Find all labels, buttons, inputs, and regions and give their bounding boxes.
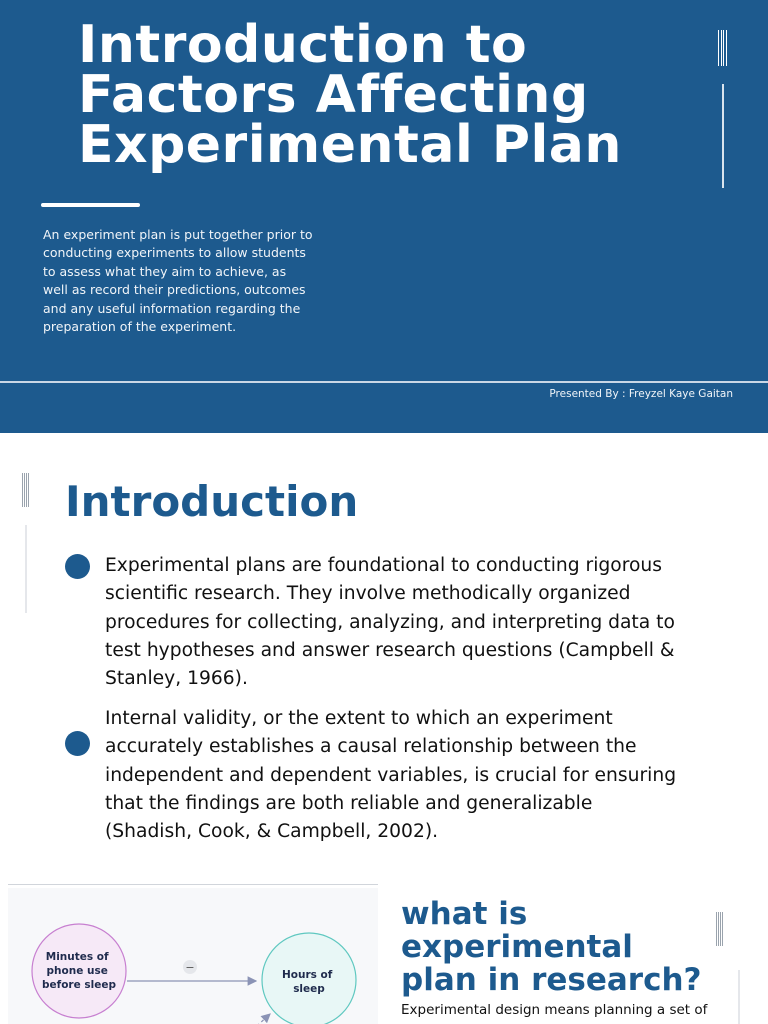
heading-line-3: plan in research? bbox=[401, 962, 702, 998]
slide-title-line-2: Factors Affecting bbox=[78, 65, 589, 125]
decorative-vertical-line bbox=[25, 525, 27, 613]
experimental-plan-body: Experimental design means planning a set of bbox=[401, 1002, 708, 1018]
heading-line-1: what is bbox=[401, 896, 528, 932]
decorative-bars-icon bbox=[718, 30, 728, 66]
decorative-bars-icon bbox=[22, 473, 30, 507]
diagram-top-border bbox=[8, 884, 378, 885]
heading-line-2: experimental bbox=[401, 929, 633, 965]
decorative-vertical-line bbox=[738, 970, 740, 1024]
bullet-text: Internal validity, or the extent to which an experiment accurately establishes a causal relationship between the independent and dependent variables, is crucial for ensuring that the findings are both reliable and generalizable (Shadish, Cook, & Campbell, 2002). bbox=[105, 708, 677, 843]
bullet-dot-icon bbox=[65, 554, 90, 579]
footer-divider bbox=[0, 381, 768, 383]
causal-diagram-svg bbox=[8, 888, 378, 1024]
slide-title bbox=[78, 15, 718, 175]
introduction-slide bbox=[0, 433, 768, 878]
slide-description: An experiment plan is put together prior to conducting experiments to allow students to assess what they aim to achieve, as well as record their predictions, outcomes and any useful information regarding the preparation of the experiment. bbox=[43, 227, 313, 335]
introduction-heading: Introduction bbox=[65, 477, 359, 526]
phone-use-label: Minutes of phone use before sleep bbox=[42, 951, 116, 991]
bullet-text: Experimental plans are foundational to conducting rigorous scientific research. They involve methodically organized procedures for collecting, analyzing, and interpreting data to test hypotheses and answer research questions (Campbell & Stanley, 1966). bbox=[105, 555, 675, 690]
bullet-dot-icon bbox=[65, 731, 90, 756]
causal-diagram bbox=[8, 888, 378, 1024]
slide-title-line-3: Experimental Plan bbox=[78, 115, 622, 175]
presenter-credit: Presented By : Freyzel Kaye Gaitan bbox=[549, 388, 733, 400]
negative-sign-label: − bbox=[185, 961, 195, 974]
sleep-hours-label: Hours of sleep bbox=[282, 969, 333, 995]
experimental-plan-heading bbox=[401, 898, 731, 997]
title-accent-bar bbox=[41, 203, 140, 207]
decorative-vertical-line bbox=[722, 84, 724, 188]
decorative-bars-icon bbox=[716, 912, 724, 946]
dashed-arrow bbox=[248, 1014, 270, 1024]
experimental-plan-slide bbox=[0, 878, 768, 1024]
slide-title-line-1: Introduction to bbox=[78, 15, 528, 75]
title-slide bbox=[0, 0, 768, 433]
